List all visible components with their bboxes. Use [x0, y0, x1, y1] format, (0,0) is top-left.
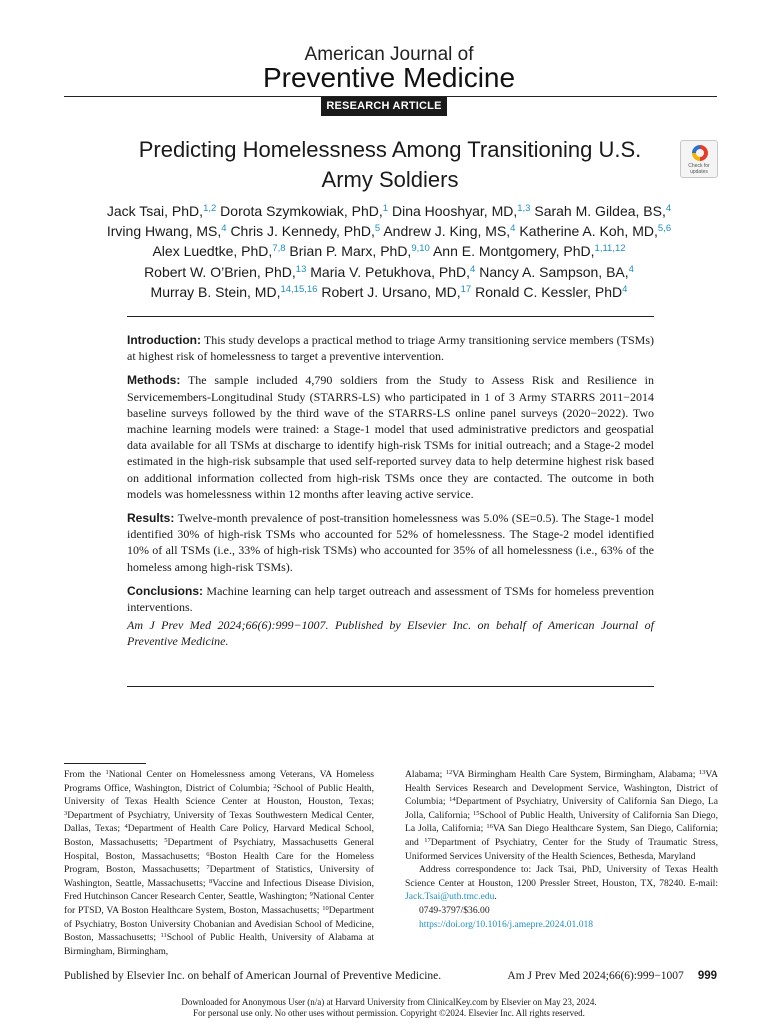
affiliation-number: 17 [424, 836, 431, 844]
affiliation-number: 4 [124, 823, 128, 831]
abstract-top-rule [127, 316, 654, 317]
author-name: Alex Luedtke, PhD, [152, 243, 273, 260]
author-affiliation-marker: 1,11,12 [594, 243, 626, 255]
author-name: Murray B. Stein, MD, [150, 283, 281, 300]
affiliation-number: 1 [105, 769, 109, 776]
affiliation-text: Vaccine and Infectious Disease Division, Fred Hutchinson Cancer Research Center, Seattle, Washington; [64, 877, 374, 903]
author-affiliation-marker: 4 [510, 223, 516, 235]
results-heading: Results: [127, 511, 175, 526]
author [519, 223, 671, 239]
email-suffix: . [494, 891, 497, 903]
affiliation-text: Department of Health Care Policy, Harvard Medical School, Boston, Massachusetts; [64, 823, 374, 848]
affiliations-left-text [64, 768, 374, 958]
affiliation-text: Department of Psychiatry, Massachusetts General Hospital, Boston, Massachusetts; [64, 836, 374, 862]
author-name: Ann E. Montgomery, PhD, [432, 243, 595, 260]
abstract-conclusions [127, 583, 654, 615]
journal-name-top: American Journal of [304, 44, 474, 65]
title-line-2: Army Soldiers [321, 167, 459, 192]
issn-price: 0749-3797/$36.00 [419, 904, 490, 916]
author [310, 264, 475, 280]
affiliation-number: 11 [160, 932, 167, 940]
footer-publisher-note: Published by Elsevier Inc. on behalf of American Journal of Preventive Medicine. [64, 970, 442, 982]
author-affiliation-marker: 4 [665, 203, 672, 214]
affiliation-number: 12 [445, 769, 453, 776]
abstract-results [127, 510, 654, 575]
author [392, 203, 531, 219]
affiliation-text: Department of Statistics, University of Washington, Seattle, Massachusetts; [64, 864, 374, 889]
affiliation-number: 8 [209, 877, 213, 885]
affiliation-number: 6 [206, 850, 210, 858]
affiliations-right-column [405, 768, 718, 931]
author [107, 223, 227, 239]
author-name: Chris J. Kennedy, PhD, [230, 223, 375, 240]
introduction-text: This study develops a practical method to triage Army transitioning service members (TSMs) at highest risk of homelessness to target a preventive intervention. [127, 333, 654, 364]
affiliation-number: 15 [473, 809, 480, 817]
affiliation-text: School of Public Health, University of Alabama at Birmingham, Birmingham, [64, 932, 374, 957]
author-name: Katherine A. Koh, MD, [519, 223, 658, 240]
author-name: Dina Hooshyar, MD, [391, 203, 518, 219]
crossmark-icon [692, 145, 708, 161]
affiliation-text: VA San Diego Healthcare System, San Diego, California; and [405, 823, 718, 848]
affiliation-text: VA Birmingham Health Care System, Birmingham, Alabama; [452, 769, 699, 780]
affiliation-number: 9 [309, 891, 313, 899]
affiliation-text: Alabama; [405, 769, 446, 780]
conclusions-heading: Conclusions: [127, 583, 204, 598]
author [321, 284, 471, 300]
conclusions-text: Machine learning can help target outreach and assessment of TSMs for homeless prevention interventions. [127, 583, 655, 615]
author [479, 264, 634, 280]
author-affiliation-marker: 17 [460, 283, 472, 295]
affiliation-number: 2 [273, 782, 277, 790]
author-list [80, 201, 698, 302]
check-updates-label: Check for updates [688, 163, 710, 175]
affiliation-text: Department of Psychiatry, University of Texas Southwestern Medical Center, Dallas, Texas; [64, 809, 374, 835]
author-affiliation-marker: 7,8 [272, 243, 286, 255]
results-text: Twelve-month prevalence of post-transition homelessness was 5.0% (SE=0.5). The Stage-1 model identified 30% of high-risk TSMs who accounted for 52% of homelessness. The Stage-2 model identified 10% of all TSMs (i.e., 33% of high-risk TSMs) who accounted for 35% of all homelessness (i.e., 63% of the homeless among high-risk TSMs). [127, 511, 654, 574]
author-name: Dorota Szymkowiak, PhD, [220, 203, 383, 219]
author-name: Ronald C. Kessler, PhD [475, 283, 623, 300]
author-name: Andrew J. King, MS, [383, 223, 511, 240]
author [475, 284, 627, 300]
check-for-updates-button[interactable] [680, 140, 718, 178]
affiliation-text: School of Public Health, University of California San Diego, La Jolla, California; [405, 809, 718, 835]
author-affiliation-marker: 4 [622, 283, 628, 295]
author-name: Robert W. O’Brien, PhD, [144, 263, 296, 280]
author-affiliation-marker: 1 [382, 203, 389, 214]
affiliation-number: 14 [449, 796, 456, 804]
footnote-rule [64, 763, 146, 764]
page-number: 999 [697, 970, 717, 982]
abstract [127, 332, 654, 658]
methods-heading: Methods: [127, 373, 181, 388]
abstract-introduction [127, 332, 654, 364]
affiliation-number: 3 [64, 809, 68, 817]
author-affiliation-marker: 9,10 [411, 243, 430, 255]
author-name: Brian P. Marx, PhD, [289, 243, 412, 260]
author-affiliation-marker: 5,6 [657, 223, 672, 235]
introduction-heading: Introduction: [127, 333, 201, 347]
affiliation-text: Boston Health Care for the Homeless Program, Boston, Massachusetts; [64, 850, 375, 876]
author-affiliation-marker: 1,3 [517, 203, 531, 214]
author-name: Irving Hwang, MS, [106, 223, 222, 240]
affiliation-number: 10 [322, 904, 329, 912]
title-line-1: Predicting Homelessness Among Transitioning U.S. [138, 137, 642, 162]
abstract-citation: Am J Prev Med 2024;66(6):999−1007. Published by Elsevier Inc. on behalf of American Journal of Preventive Medicine. [127, 618, 654, 649]
author [534, 203, 671, 219]
author-affiliation-marker: 4 [470, 263, 476, 275]
author-affiliation-marker: 4 [628, 263, 634, 275]
affiliation-text: National Center on Homelessness among Veterans, VA Homeless Programs Office, Washington, District of Columbia; [64, 769, 375, 794]
author-name: Nancy A. Sampson, BA, [479, 263, 629, 280]
author-name: Jack Tsai, PhD, [106, 203, 204, 219]
author-affiliation-marker: 4 [221, 223, 227, 235]
author [152, 243, 285, 259]
article-type-badge: RESEARCH ARTICLE [321, 97, 447, 116]
affiliation-text: National Center for PTSD, VA Boston Healthcare System, Boston, Massachusetts; [64, 891, 374, 916]
affiliations-right-text [405, 768, 718, 863]
affiliation-text: School of Public Health, University of Texas Health Science Center at Houston, Houston, Texas; [64, 782, 375, 808]
author-name: Maria V. Petukhova, PhD, [310, 263, 471, 280]
article-title [60, 135, 720, 195]
author [144, 264, 306, 280]
footer-citation-text: Am J Prev Med 2024;66(6):999−1007 [507, 970, 684, 982]
author [433, 243, 626, 259]
correspondence-text: Address correspondence to: Jack Tsai, PhD, University of Texas Health Science Center at Houston, 1200 Pressler Street, Houston, TX, 78240. E-mail: [405, 864, 718, 889]
affiliation-number: 7 [206, 864, 210, 872]
author-affiliation-marker: 5 [374, 223, 381, 235]
abstract-methods [127, 372, 654, 502]
author-name: Sarah M. Gildea, BS, [534, 203, 666, 219]
affiliation-number: 16 [486, 823, 493, 831]
affiliations-left-column [64, 768, 374, 958]
author-affiliation-marker: 14,15,16 [280, 283, 318, 295]
affiliation-text: VA Health Services Research and Development Service, Washington, District of Columbia; [405, 769, 718, 808]
affiliation-number: 5 [164, 836, 168, 844]
author-affiliation-marker: 1,2 [203, 203, 217, 214]
doi-link[interactable]: https://doi.org/10.1016/j.amepre.2024.01.018 [419, 918, 594, 930]
download-line-1: Downloaded for Anonymous User (n/a) at Harvard University from ClinicalKey.com by Elsevier on May 23, 2024. [181, 997, 597, 1007]
affiliation-number: 13 [698, 769, 706, 776]
author [220, 203, 388, 219]
author [289, 243, 429, 259]
affiliation-text: Department of Psychiatry, Center for the Study of Traumatic Stress, Uniformed Services University of the Health Sciences, Bethesda, Maryland [405, 836, 718, 862]
correspondence [405, 863, 718, 904]
author [230, 223, 380, 239]
affiliation-text: Department of Psychiatry, Boston University Chobanian and Avedisian School of Medicine, Boston, Massachusetts; [64, 904, 374, 944]
affiliation-text: Department of Psychiatry, University of California San Diego, La Jolla, California; [405, 796, 718, 821]
author [107, 203, 216, 219]
author-name: Robert J. Ursano, MD, [321, 283, 461, 300]
download-notice [0, 997, 768, 1019]
journal-name-bottom: Preventive Medicine [262, 62, 516, 93]
download-line-2: For personal use only. No other uses without permission. Copyright ©2024. Elsevier Inc. All rights reserved. [193, 1008, 585, 1018]
methods-text: The sample included 4,790 soldiers from the Study to Assess Risk and Resilience in Servicemembers-Longitudinal Study (STARRS-LS) who participated in 1 of 3 Army STARRS 2011−2014 baseline surveys followed by the third wave of the STARRS-LS online panel surveys (2020−2022). Two machine learning models were trained: a Stage-1 model that used administrative predictors and geospatial data available for all TSMs at discharge to identify high-risk TSMs for initial outreach; and a Stage-2 model estimated in the high-risk subsample that used self-reported survey data to help determine highest risk based on additional information collected from high-risk TSMs once they are contacted. The outcome in both models was homelessness within 12 months after leaving active service. [127, 373, 654, 501]
correspondence-email-link[interactable]: Jack.Tsai@uth.tmc.edu [405, 891, 495, 903]
author-affiliation-marker: 13 [295, 263, 307, 275]
author [383, 223, 515, 239]
abstract-bottom-rule [127, 686, 654, 687]
footer-citation [507, 970, 717, 982]
author [151, 284, 318, 300]
affiliation-intro: From the [64, 769, 106, 780]
